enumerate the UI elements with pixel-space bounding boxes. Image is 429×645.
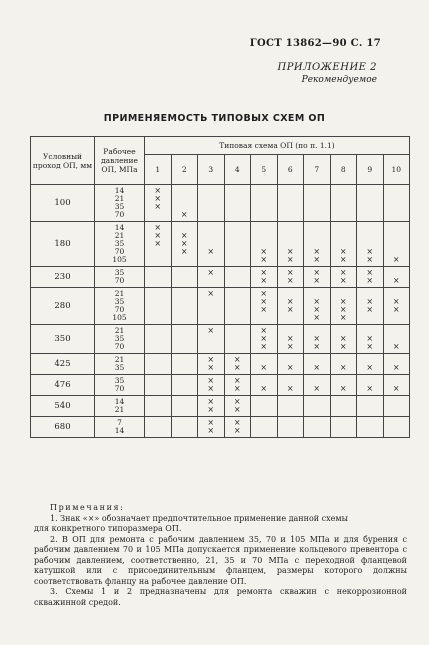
- scheme-cell: [171, 396, 198, 417]
- note-3: 3. Схемы 1 и 2 предназначены для ремонта скважин с некоррозионной скважинной средой.: [34, 587, 407, 607]
- applicable-mark: ×: [180, 239, 188, 248]
- scheme-cell: [330, 325, 357, 354]
- scheme-cell: [357, 375, 384, 396]
- scheme-cell: [357, 354, 384, 375]
- table-row: [31, 185, 410, 222]
- applicable-mark: ×: [286, 305, 294, 314]
- table-row: [31, 396, 410, 417]
- applicable-mark: ×: [260, 289, 268, 298]
- pressure-value: 35: [114, 297, 125, 306]
- pressure-value: 21: [114, 405, 125, 414]
- applicable-mark: ×: [313, 384, 321, 393]
- scheme-cell: [330, 396, 357, 417]
- applicable-mark: ×: [366, 247, 374, 256]
- header-pressure: Рабочее давление ОП, МПа: [95, 137, 145, 185]
- schemes-table: [30, 136, 410, 438]
- applicable-mark: ×: [154, 239, 162, 248]
- applicable-mark: ×: [286, 247, 294, 256]
- scheme-cell: [224, 325, 251, 354]
- scheme-number: 5: [251, 155, 278, 185]
- pressure-value: 21: [114, 326, 125, 335]
- applicable-mark: ×: [233, 426, 241, 435]
- scheme-cell: [224, 417, 251, 438]
- scheme-cell: [304, 288, 331, 325]
- passage-cell: 680: [31, 417, 95, 438]
- pressure-value: 70: [114, 276, 125, 285]
- scheme-cell: [330, 185, 357, 222]
- passage-cell: 230: [31, 267, 95, 288]
- pressure-value: 35: [114, 239, 125, 248]
- scheme-cell: [383, 267, 410, 288]
- notes-title: Примечания:: [50, 503, 125, 512]
- scheme-cell: [304, 417, 331, 438]
- applicable-mark: ×: [260, 384, 268, 393]
- applicable-mark: ×: [260, 305, 268, 314]
- applicable-mark: ×: [366, 384, 374, 393]
- scheme-cell: [198, 354, 225, 375]
- scheme-cell: [171, 417, 198, 438]
- scheme-cell: [357, 396, 384, 417]
- applicable-mark: ×: [392, 342, 400, 351]
- applicable-mark: ×: [260, 297, 268, 306]
- applicable-mark: ×: [260, 268, 268, 277]
- scheme-cell: [277, 375, 304, 396]
- applicable-mark: ×: [286, 384, 294, 393]
- scheme-cell: [251, 354, 278, 375]
- applicable-mark: ×: [339, 363, 347, 372]
- applicable-mark: ×: [392, 305, 400, 314]
- scheme-cell: [145, 417, 172, 438]
- applicable-mark: ×: [260, 326, 268, 335]
- applicable-mark: ×: [339, 276, 347, 285]
- scheme-cell: [224, 375, 251, 396]
- scheme-cell: [198, 375, 225, 396]
- applicable-mark: ×: [392, 297, 400, 306]
- scheme-cell: [251, 185, 278, 222]
- notes: [34, 503, 407, 608]
- scheme-cell: [171, 354, 198, 375]
- scheme-cell: [251, 396, 278, 417]
- scheme-cell: [304, 325, 331, 354]
- applicable-mark: ×: [339, 255, 347, 264]
- scheme-number: 7: [304, 155, 331, 185]
- scheme-cell: [304, 222, 331, 267]
- scheme-cell: [198, 288, 225, 325]
- applicable-mark: ×: [233, 363, 241, 372]
- note-1-continued: для конкретного типоразмера ОП.: [34, 524, 182, 533]
- applicable-mark: ×: [207, 268, 215, 277]
- applicable-mark: ×: [233, 397, 241, 406]
- scheme-cell: [224, 354, 251, 375]
- scheme-cell: [145, 267, 172, 288]
- applicable-mark: ×: [366, 334, 374, 343]
- scheme-cell: [277, 288, 304, 325]
- passage-cell: 180: [31, 222, 95, 267]
- pressure-value: 105: [112, 313, 127, 322]
- pressure-cell: [95, 375, 145, 396]
- scheme-cell: [330, 375, 357, 396]
- scheme-cell: [198, 222, 225, 267]
- pressure-value: 35: [114, 268, 125, 277]
- scheme-cell: [224, 185, 251, 222]
- applicable-mark: ×: [260, 334, 268, 343]
- scheme-cell: [277, 185, 304, 222]
- scheme-number: 3: [198, 155, 225, 185]
- passage-cell: 100: [31, 185, 95, 222]
- table-row: [31, 267, 410, 288]
- scheme-cell: [383, 375, 410, 396]
- scheme-cell: [277, 396, 304, 417]
- applicable-mark: ×: [339, 305, 347, 314]
- pressure-value: 35: [114, 334, 125, 343]
- applicable-mark: ×: [392, 276, 400, 285]
- applicable-mark: ×: [207, 363, 215, 372]
- scheme-number: 10: [383, 155, 410, 185]
- applicable-mark: ×: [313, 363, 321, 372]
- pressure-value: 70: [114, 342, 125, 351]
- table-row: [31, 354, 410, 375]
- applicable-mark: ×: [366, 363, 374, 372]
- applicable-mark: ×: [339, 342, 347, 351]
- passage-cell: 350: [31, 325, 95, 354]
- header-schemes: Типовая схема ОП (по п. 1.1): [145, 137, 410, 155]
- table-row: [31, 375, 410, 396]
- applicable-mark: ×: [180, 247, 188, 256]
- applicable-mark: ×: [260, 342, 268, 351]
- scheme-cell: [198, 185, 225, 222]
- pressure-value: 21: [114, 194, 125, 203]
- scheme-cell: [304, 354, 331, 375]
- scheme-cell: [171, 185, 198, 222]
- applicable-mark: ×: [366, 305, 374, 314]
- scheme-cell: [357, 325, 384, 354]
- table-title: ПРИМЕНЯЕМОСТЬ ТИПОВЫХ СХЕМ ОП: [103, 113, 326, 124]
- applicable-mark: ×: [313, 255, 321, 264]
- applicable-mark: ×: [286, 342, 294, 351]
- applicable-mark: ×: [339, 384, 347, 393]
- scheme-cell: [224, 222, 251, 267]
- applicable-mark: ×: [233, 405, 241, 414]
- pressure-cell: [95, 185, 145, 222]
- scheme-cell: [277, 354, 304, 375]
- scheme-cell: [357, 222, 384, 267]
- applicable-mark: ×: [233, 355, 241, 364]
- applicable-mark: ×: [339, 268, 347, 277]
- applicable-mark: ×: [260, 276, 268, 285]
- scheme-cell: [383, 222, 410, 267]
- pressure-value: 21: [114, 231, 125, 240]
- applicable-mark: ×: [366, 297, 374, 306]
- applicable-mark: ×: [207, 289, 215, 298]
- pressure-value: 14: [114, 397, 125, 406]
- scheme-cell: [145, 396, 172, 417]
- note-2: 2. В ОП для ремонта с рабочим давлением 35, 70 и 105 МПа и для бурения с рабочим давлением 70 и 105 МПа допускается применение кольцевого превентора с рабочим давлением, соответственно, 21, 35 и 70 МПа с переходной фланцевой катушкой или с присоединительным фланцем, размеры которого должны соответствовать фланцу на рабочее давление ОП.: [34, 534, 407, 586]
- scheme-cell: [304, 396, 331, 417]
- pressure-cell: [95, 354, 145, 375]
- pressure-value: 7: [117, 418, 122, 427]
- applicable-mark: ×: [313, 297, 321, 306]
- applicable-mark: ×: [154, 231, 162, 240]
- applicable-mark: ×: [366, 342, 374, 351]
- pressure-cell: [95, 288, 145, 325]
- applicable-mark: ×: [207, 426, 215, 435]
- applicable-mark: ×: [207, 376, 215, 385]
- pressure-cell: [95, 417, 145, 438]
- scheme-cell: [198, 325, 225, 354]
- table-row: [31, 222, 410, 267]
- passage-cell: 476: [31, 375, 95, 396]
- page-header: ГОСТ 13862—90 С. 17: [249, 38, 381, 49]
- applicable-mark: ×: [313, 334, 321, 343]
- scheme-cell: [224, 288, 251, 325]
- pressure-value: 14: [114, 426, 125, 435]
- applicable-mark: ×: [286, 297, 294, 306]
- scheme-cell: [383, 354, 410, 375]
- applicable-mark: ×: [339, 334, 347, 343]
- scheme-cell: [304, 185, 331, 222]
- passage-cell: 280: [31, 288, 95, 325]
- applicable-mark: ×: [313, 305, 321, 314]
- scheme-cell: [251, 222, 278, 267]
- pressure-value: 35: [114, 363, 125, 372]
- scheme-number: 9: [357, 155, 384, 185]
- pressure-cell: [95, 325, 145, 354]
- applicable-mark: ×: [286, 276, 294, 285]
- appendix-label: ПРИЛОЖЕНИЕ 2: [277, 62, 377, 73]
- table-row: [31, 417, 410, 438]
- scheme-cell: [251, 325, 278, 354]
- applicable-mark: ×: [207, 384, 215, 393]
- applicable-mark: ×: [233, 376, 241, 385]
- scheme-cell: [198, 396, 225, 417]
- scheme-cell: [330, 267, 357, 288]
- applicable-mark: ×: [180, 231, 188, 240]
- scheme-cell: [330, 288, 357, 325]
- scheme-number: 8: [330, 155, 357, 185]
- applicable-mark: ×: [207, 326, 215, 335]
- applicable-mark: ×: [339, 247, 347, 256]
- applicable-mark: ×: [260, 363, 268, 372]
- scheme-cell: [171, 288, 198, 325]
- applicable-mark: ×: [154, 202, 162, 211]
- scheme-cell: [145, 325, 172, 354]
- applicable-mark: ×: [366, 268, 374, 277]
- scheme-cell: [171, 325, 198, 354]
- header-passage: Условный проход ОП, мм: [31, 137, 95, 185]
- pressure-value: 70: [114, 305, 125, 314]
- scheme-cell: [251, 375, 278, 396]
- pressure-value: 70: [114, 247, 125, 256]
- scheme-cell: [357, 267, 384, 288]
- pressure-cell: [95, 396, 145, 417]
- scheme-cell: [145, 288, 172, 325]
- scheme-cell: [171, 267, 198, 288]
- applicable-mark: ×: [392, 384, 400, 393]
- scheme-cell: [145, 185, 172, 222]
- note-1: 1. Знак «×» обозначает предпочтительное применение данной схемы: [50, 513, 348, 523]
- scheme-cell: [383, 288, 410, 325]
- pressure-value: 21: [114, 355, 125, 364]
- pressure-value: 105: [112, 255, 127, 264]
- applicable-mark: ×: [154, 223, 162, 232]
- pressure-value: 35: [114, 202, 125, 211]
- applicable-mark: ×: [233, 384, 241, 393]
- applicable-mark: ×: [313, 276, 321, 285]
- scheme-cell: [330, 222, 357, 267]
- pressure-cell: [95, 222, 145, 267]
- applicable-mark: ×: [366, 255, 374, 264]
- applicable-mark: ×: [392, 363, 400, 372]
- scheme-cell: [357, 417, 384, 438]
- applicable-mark: ×: [392, 255, 400, 264]
- scheme-cell: [251, 288, 278, 325]
- applicable-mark: ×: [286, 363, 294, 372]
- scheme-cell: [251, 417, 278, 438]
- scheme-cell: [383, 325, 410, 354]
- scheme-cell: [145, 222, 172, 267]
- applicable-mark: ×: [286, 255, 294, 264]
- applicable-mark: ×: [339, 297, 347, 306]
- applicable-mark: ×: [313, 342, 321, 351]
- applicable-mark: ×: [260, 255, 268, 264]
- scheme-cell: [251, 267, 278, 288]
- applicable-mark: ×: [286, 334, 294, 343]
- applicable-mark: ×: [207, 397, 215, 406]
- scheme-number: 4: [224, 155, 251, 185]
- scheme-cell: [304, 375, 331, 396]
- pressure-value: 14: [114, 186, 125, 195]
- pressure-cell: [95, 267, 145, 288]
- applicable-mark: ×: [207, 405, 215, 414]
- scheme-cell: [171, 222, 198, 267]
- scheme-number: 1: [145, 155, 172, 185]
- passage-cell: 540: [31, 396, 95, 417]
- pressure-value: 21: [114, 289, 125, 298]
- scheme-cell: [277, 267, 304, 288]
- scheme-cell: [277, 325, 304, 354]
- applicable-mark: ×: [260, 247, 268, 256]
- applicable-mark: ×: [207, 247, 215, 256]
- applicable-mark: ×: [180, 210, 188, 219]
- table-row: [31, 288, 410, 325]
- scheme-cell: [357, 288, 384, 325]
- scheme-cell: [145, 354, 172, 375]
- applicable-mark: ×: [313, 268, 321, 277]
- applicable-mark: ×: [339, 313, 347, 322]
- scheme-number: 2: [171, 155, 198, 185]
- scheme-cell: [224, 396, 251, 417]
- scheme-cell: [171, 375, 198, 396]
- table-row: [31, 325, 410, 354]
- recommended-label: Рекомендуемое: [301, 75, 377, 85]
- applicable-mark: ×: [366, 276, 374, 285]
- applicable-mark: ×: [207, 355, 215, 364]
- applicable-mark: ×: [313, 313, 321, 322]
- scheme-cell: [330, 417, 357, 438]
- scheme-cell: [383, 396, 410, 417]
- scheme-cell: [383, 417, 410, 438]
- applicable-mark: ×: [233, 418, 241, 427]
- passage-cell: 425: [31, 354, 95, 375]
- applicable-mark: ×: [286, 268, 294, 277]
- scheme-cell: [277, 417, 304, 438]
- scheme-cell: [145, 375, 172, 396]
- scheme-number: 6: [277, 155, 304, 185]
- pressure-value: 70: [114, 384, 125, 393]
- scheme-cell: [383, 185, 410, 222]
- scheme-cell: [198, 417, 225, 438]
- scheme-cell: [304, 267, 331, 288]
- applicable-mark: ×: [154, 194, 162, 203]
- scheme-cell: [330, 354, 357, 375]
- pressure-value: 35: [114, 376, 125, 385]
- pressure-value: 70: [114, 210, 125, 219]
- scheme-cell: [224, 267, 251, 288]
- applicable-mark: ×: [154, 186, 162, 195]
- applicable-mark: ×: [207, 418, 215, 427]
- scheme-cell: [357, 185, 384, 222]
- scheme-cell: [277, 222, 304, 267]
- scheme-cell: [198, 267, 225, 288]
- pressure-value: 14: [114, 223, 125, 232]
- applicable-mark: ×: [313, 247, 321, 256]
